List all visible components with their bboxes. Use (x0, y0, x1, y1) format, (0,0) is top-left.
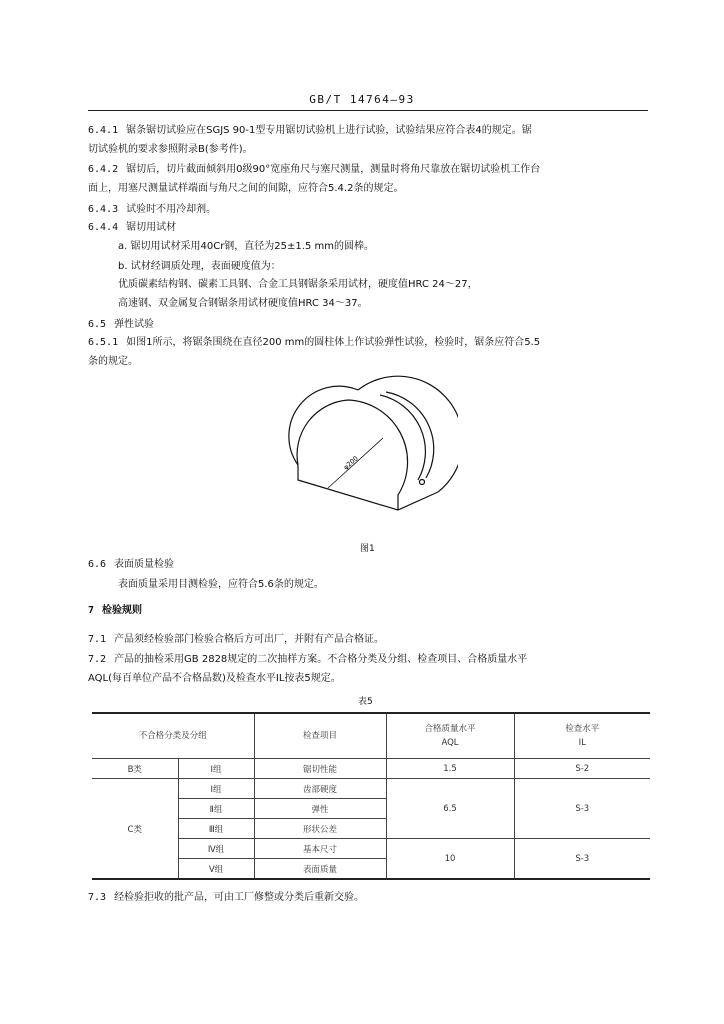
group-cell: Ⅰ组 (178, 759, 254, 779)
il-cell: S-3 (514, 779, 650, 839)
clause-text: 产品的抽检采用GB 2828规定的二次抽样方案。不合格分类及分组、检查项目、合格质量水平 (114, 654, 528, 665)
section-6-5-title (88, 318, 654, 332)
clause-title: 锯切用试材 (126, 222, 177, 233)
clause-number: 6.4.3 (88, 204, 119, 215)
aql-cell: 10 (386, 839, 514, 880)
section-number: 6.6 (88, 559, 107, 570)
saw-blade-end-hole (420, 480, 425, 485)
aql-cell: 6.5 (386, 779, 514, 839)
cylinder-back-arc (358, 376, 458, 492)
item-cell: 齿部硬度 (254, 779, 386, 799)
clause-6-4-1-line-2: 切试验机的要求参照附录B(参考件)。 (88, 144, 253, 155)
clause-text: 试验时不用冷却剂。 (126, 204, 217, 215)
clause-7-2-line-2: AQL(每百单位产品不合格品数)及检查水平IL按表5规定。 (88, 673, 341, 684)
clause-6-4-3 (88, 203, 654, 217)
figure-caption: 图1 (360, 544, 375, 554)
il-cell: S-2 (514, 759, 650, 779)
clause-6-4-4-item-b: b. 试材经调质处理，表面硬度值为： (118, 261, 281, 272)
clause-text: 经检验拒收的批产品，可由工厂修整或分类后重新交验。 (114, 892, 365, 903)
clause-6-4-4-item-b-line-1: 优质碳素结构钢、碳素工具钢、合金工具钢锯条采用试材，硬度值HRC 24～27， (118, 279, 478, 290)
clause-number: 7.2 (88, 654, 107, 665)
section-title: 检验规则 (102, 605, 143, 616)
clause-6-4-4-item-b-line-2: 高速钢、双金属复合钢锯条用试材硬度值HRC 34～37。 (118, 298, 368, 309)
cylinder-left-arc (289, 386, 358, 465)
clause-number: 7.1 (88, 634, 107, 645)
cylinder-base-edge (298, 465, 438, 510)
section-number: 7 (88, 605, 95, 616)
clause-6-4-4-title (88, 221, 654, 235)
header-aql-line-2: AQL (441, 738, 459, 748)
class-c-cell: C类 (92, 779, 178, 880)
clause-text: 产品须经检验部门检验合格后方可出厂，并附有产品合格证。 (114, 634, 385, 645)
section-6-6-text: 表面质量采用目测检验，应符合5.6条的规定。 (118, 579, 324, 590)
clause-text: 如图1所示，将锯条围绕在直径200 mm的圆柱体上作试验弹性试验，检验时，锯条应符合5.5 (126, 337, 541, 348)
header-rule (88, 110, 648, 111)
table-row (92, 759, 650, 779)
clause-number: 6.4.1 (88, 125, 119, 136)
group-cell: Ⅰ组 (178, 779, 254, 799)
clause-number: 6.5.1 (88, 337, 119, 348)
section-6-6-title (88, 558, 654, 572)
header-aql-line-1: 合格质量水平 (424, 724, 476, 734)
group-cell: Ⅴ组 (178, 859, 254, 880)
group-cell: Ⅱ组 (178, 799, 254, 819)
diameter-label: φ200 (341, 454, 360, 472)
clause-6-5-1-line-2: 条的规定。 (88, 356, 138, 367)
table-header-row (92, 713, 650, 759)
clause-7-1 (88, 633, 654, 647)
section-7-title (88, 604, 654, 618)
clause-number: 6.4.4 (88, 222, 119, 233)
saw-blade-outer (386, 392, 434, 478)
clause-number: 6.4.2 (88, 164, 119, 175)
clause-6-4-2-line-1 (88, 163, 654, 177)
clause-number: 7.3 (88, 892, 107, 903)
header-il-line-1: 检查水平 (565, 724, 600, 734)
figure-1-cylinder-diagram (288, 370, 458, 520)
clause-7-2-line-1 (88, 653, 654, 667)
section-number: 6.5 (88, 319, 107, 330)
header-il (514, 713, 650, 759)
group-cell: Ⅳ组 (178, 839, 254, 859)
item-cell: 表面质量 (254, 859, 386, 880)
item-cell: 基本尺寸 (254, 839, 386, 859)
il-cell: S-3 (514, 839, 650, 880)
clause-7-3 (88, 891, 654, 905)
item-cell: 弹性 (254, 799, 386, 819)
table-caption: 表5 (358, 697, 373, 707)
clause-6-5-1-line-1 (88, 336, 654, 350)
table-row (92, 779, 650, 799)
header-il-line-2: IL (578, 738, 586, 748)
section-title: 弹性试验 (114, 319, 155, 330)
item-cell: 锯切性能 (254, 759, 386, 779)
class-b-cell: B类 (92, 759, 178, 779)
aql-cell: 1.5 (386, 759, 514, 779)
clause-text: 锯条锯切试验应在SGJS 90-1型专用锯切试验机上进行试验，试验结果应符合表4的规定。锯 (126, 125, 532, 136)
section-title: 表面质量检验 (114, 559, 175, 570)
header-aql (386, 713, 514, 759)
clause-text: 锯切后，切片截面倾斜用0级90°宽座角尺与塞尺测量，测量时将角尺靠放在锯切试验机工作台 (126, 164, 541, 175)
page-header: GB/T 14764—93 (309, 93, 415, 106)
clause-6-4-4-item-a: a. 锯切用试材采用40Cr钢，直径为25±1.5 mm的圆棒。 (118, 241, 374, 252)
item-cell: 形状公差 (254, 819, 386, 839)
clause-6-4-1-line-1 (88, 124, 654, 138)
group-cell: Ⅲ组 (178, 819, 254, 839)
clause-6-4-2-line-2: 面上，用塞尺测量试样端面与角尺之间的间隙，应符合5.4.2条的规定。 (88, 183, 404, 194)
header-category: 不合格分类及分组 (92, 713, 254, 759)
header-item: 检查项目 (254, 713, 386, 759)
inspection-table (92, 712, 650, 880)
